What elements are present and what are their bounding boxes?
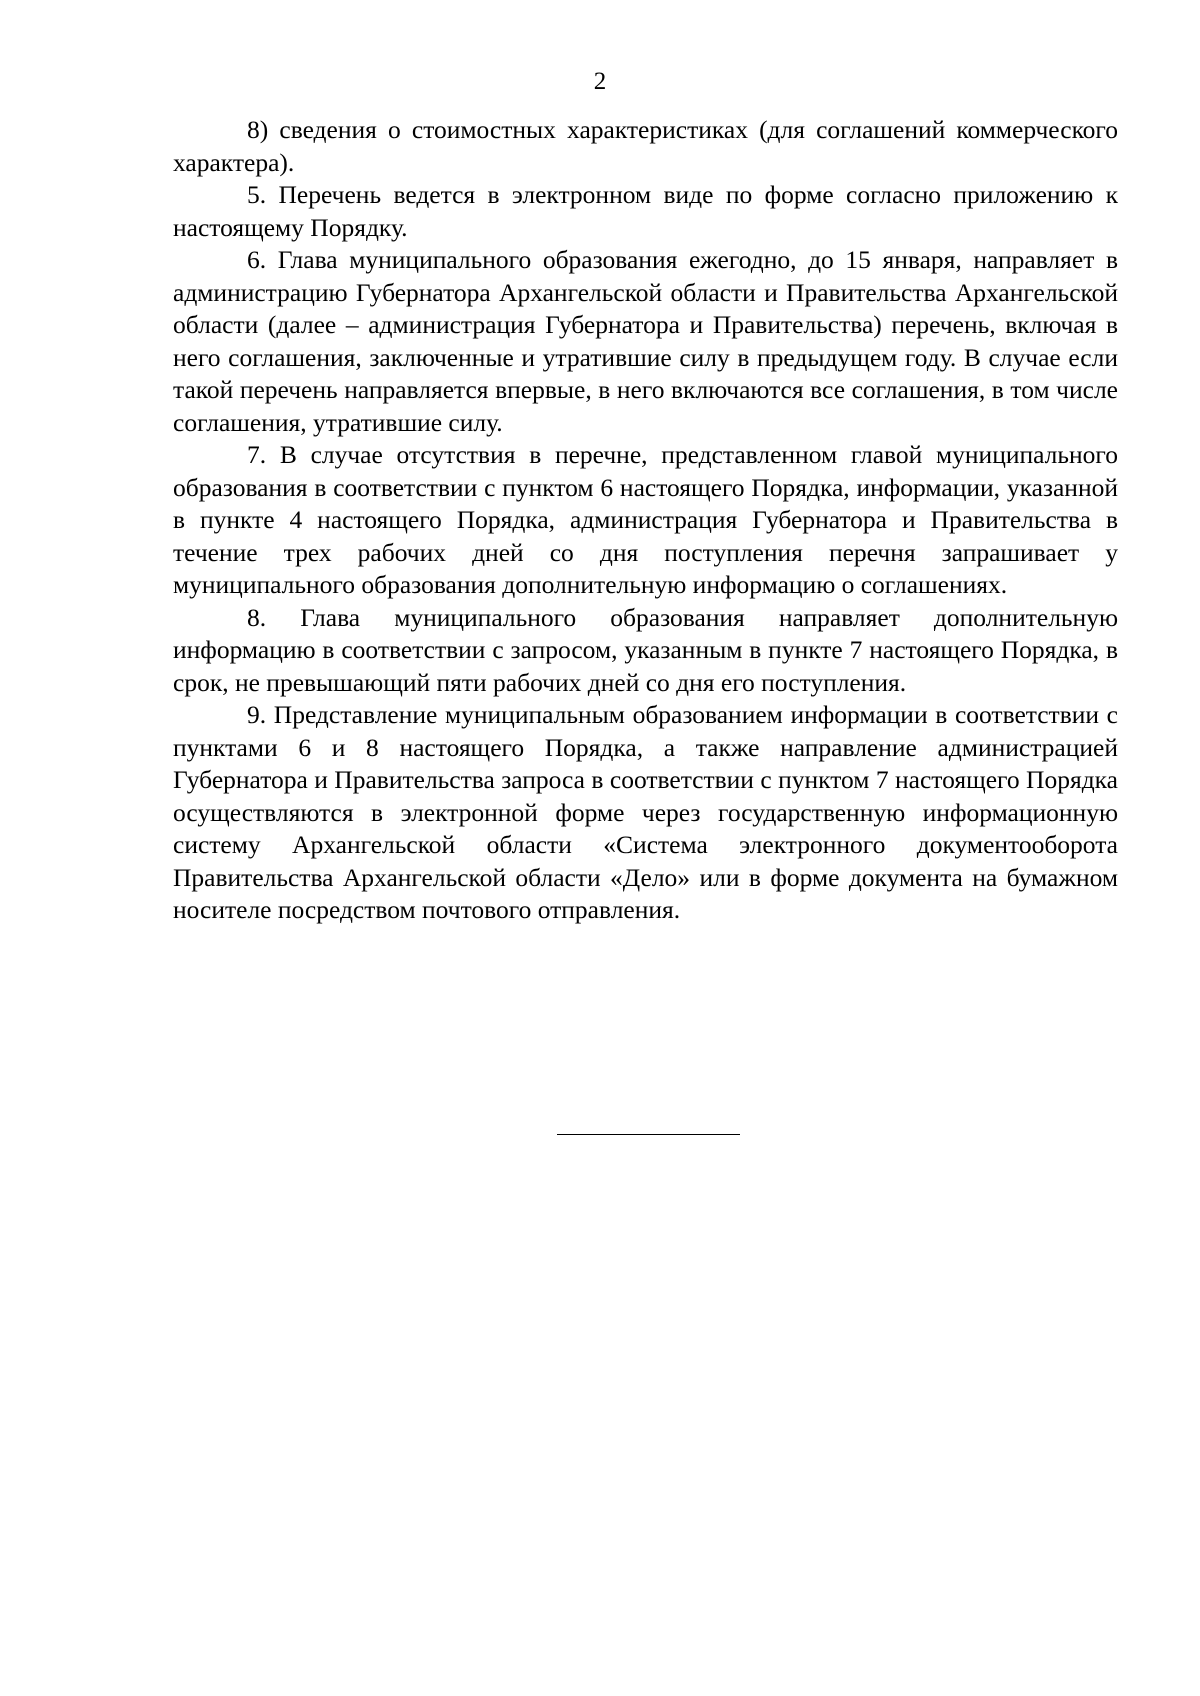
paragraph-6-annual-submission: 6. Глава муниципального образования ежегодно, до 15 января, направляет в администрацию Губернатора Архангельской области и Правительства Архангельской области (далее – администрация Губернатора и Правительства) перечень, включая в него соглашения, заключенные и утратившие силу в предыдущем году. В случае если такой перечень направляется впервые, в него включаются все соглашения, в том числе соглашения, утратившие силу. (173, 245, 1118, 437)
page-number: 2 (593, 68, 607, 95)
paragraph-8-additional-information: 8. Глава муниципального образования направляет дополнительную информацию в соответствии с запросом, указанным в пункте 7 настоящего Порядка, в срок, не превышающий пяти рабочих дней со дня его поступления. (173, 602, 1118, 697)
end-divider-line (557, 1134, 740, 1135)
paragraph-7-missing-information: 7. В случае отсутствия в перечне, представленном главой муниципального образования в соответствии с пунктом 6 настоящего Порядка, информации, указанной в пункте 4 настоящего Порядка, администрация Губернатора и Правительства в течение трех рабочих дней со дня поступления перечня запрашивает у муниципального образования дополнительную информацию о соглашениях. (173, 440, 1118, 599)
paragraph-5-electronic-list: 5. Перечень ведется в электронном виде по форме согласно приложению к настоящему Порядку. (173, 180, 1118, 242)
paragraph-item-8-cost-info: 8) сведения о стоимостных характеристиках (для соглашений коммерческого характера). (173, 115, 1118, 177)
document-body (173, 114, 1118, 927)
paragraph-9-submission-form: 9. Представление муниципальным образованием информации в соответствии с пунктами 6 и 8 настоящего Порядка, а также направление администрацией Губернатора и Правительства запроса в соответствии с пунктом 7 настоящего Порядка осуществляются в электронной форме через государственную информационную систему Архангельской области «Система электронного документооборота Правительства Архангельской области «Дело» или в форме документа на бумажном носителе посредством почтового отправления. (173, 700, 1118, 924)
